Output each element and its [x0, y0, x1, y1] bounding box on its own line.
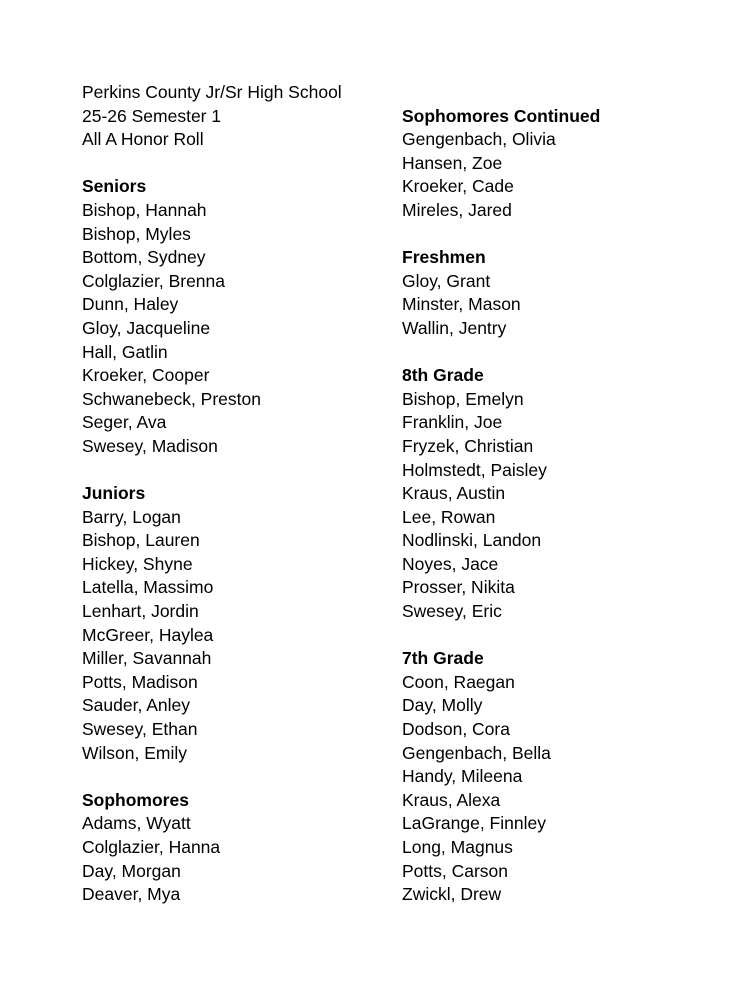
student-name: McGreer, Haylea	[82, 624, 214, 645]
student-name: Kraus, Alexa	[402, 789, 501, 810]
section-juniors	[82, 482, 382, 765]
section-heading: 7th Grade	[402, 648, 484, 669]
student-name: Colglazier, Hanna	[82, 837, 221, 857]
student-name: Kroeker, Cade	[402, 176, 514, 197]
student-name: Lenhart, Jordin	[82, 601, 199, 622]
section-freshmen	[402, 246, 722, 340]
section-heading: Seniors	[82, 176, 147, 197]
student-name: Adams, Wyatt	[82, 813, 191, 834]
student-name: Swesey, Madison	[82, 435, 218, 456]
school-name: Perkins County Jr/Sr High School	[82, 82, 342, 102]
student-name: Wallin, Jentry	[402, 317, 507, 338]
student-name: Lee, Rowan	[402, 506, 496, 527]
student-name: Miller, Savannah	[82, 648, 212, 669]
student-name: Bottom, Sydney	[82, 247, 206, 268]
student-name: Zwickl, Drew	[402, 884, 502, 905]
student-name: Seger, Ava	[82, 412, 167, 433]
left-column	[82, 81, 382, 907]
honor-roll-title: All A Honor Roll	[82, 129, 204, 150]
student-name: Long, Magnus	[402, 837, 513, 857]
section-seniors	[82, 175, 382, 458]
student-name: Handy, Mileena	[402, 766, 523, 787]
student-name: Fryzek, Christian	[402, 435, 534, 456]
student-name: Hall, Gatlin	[82, 341, 168, 362]
student-name: Gloy, Grant	[402, 270, 491, 291]
student-name: Noyes, Jace	[402, 553, 499, 574]
student-name: LaGrange, Finnley	[402, 813, 546, 834]
student-name: Gengenbach, Bella	[402, 742, 551, 763]
section-heading: Sophomores Continued	[402, 105, 601, 126]
spacer	[402, 81, 722, 105]
student-name: Day, Morgan	[82, 860, 181, 881]
student-name: Potts, Madison	[82, 671, 198, 692]
student-name: Holmstedt, Paisley	[402, 459, 547, 480]
spacer	[82, 765, 382, 789]
student-name: Kroeker, Cooper	[82, 365, 210, 386]
student-name: Bishop, Emelyn	[402, 388, 524, 409]
student-name: Swesey, Eric	[402, 601, 502, 622]
student-name: Wilson, Emily	[82, 742, 188, 763]
spacer	[82, 152, 382, 176]
section-heading: Juniors	[82, 483, 146, 504]
student-name: Bishop, Lauren	[82, 530, 200, 551]
student-name: Dunn, Haley	[82, 294, 179, 315]
term-label: 25-26 Semester 1	[82, 105, 222, 126]
section-8th-grade	[402, 364, 722, 624]
spacer	[82, 459, 382, 483]
section-sophomores-continued	[402, 105, 722, 223]
student-name: Day, Molly	[402, 695, 483, 716]
student-name: Schwanebeck, Preston	[82, 388, 261, 409]
section-sophomores	[82, 789, 382, 907]
spacer	[402, 341, 722, 365]
section-heading: 8th Grade	[402, 365, 484, 386]
student-name: Gloy, Jacqueline	[82, 317, 211, 338]
section-7th-grade	[402, 647, 722, 907]
student-name: Hansen, Zoe	[402, 152, 503, 173]
student-name: Mireles, Jared	[402, 199, 512, 220]
student-name: Franklin, Joe	[402, 412, 503, 433]
right-column	[402, 81, 722, 907]
student-name: Hickey, Shyne	[82, 553, 193, 574]
student-name: Kraus, Austin	[402, 483, 506, 504]
student-name: Potts, Carson	[402, 860, 509, 881]
student-name: Sauder, Anley	[82, 695, 190, 716]
student-name: Colglazier, Brenna	[82, 270, 225, 291]
student-name: Minster, Mason	[402, 294, 521, 315]
student-name: Bishop, Hannah	[82, 199, 207, 220]
student-name: Nodlinski, Landon	[402, 530, 542, 551]
student-name: Prosser, Nikita	[402, 577, 515, 598]
spacer	[402, 624, 722, 648]
student-name: Deaver, Mya	[82, 884, 181, 905]
section-heading: Freshmen	[402, 247, 486, 268]
student-name: Barry, Logan	[82, 506, 181, 527]
section-heading: Sophomores	[82, 789, 189, 810]
document-header	[82, 81, 382, 152]
student-name: Latella, Massimo	[82, 577, 214, 598]
student-name: Coon, Raegan	[402, 671, 515, 692]
student-name: Dodson, Cora	[402, 719, 510, 740]
spacer	[402, 223, 722, 247]
student-name: Gengenbach, Olivia	[402, 129, 556, 150]
student-name: Swesey, Ethan	[82, 719, 198, 740]
student-name: Bishop, Myles	[82, 223, 191, 244]
